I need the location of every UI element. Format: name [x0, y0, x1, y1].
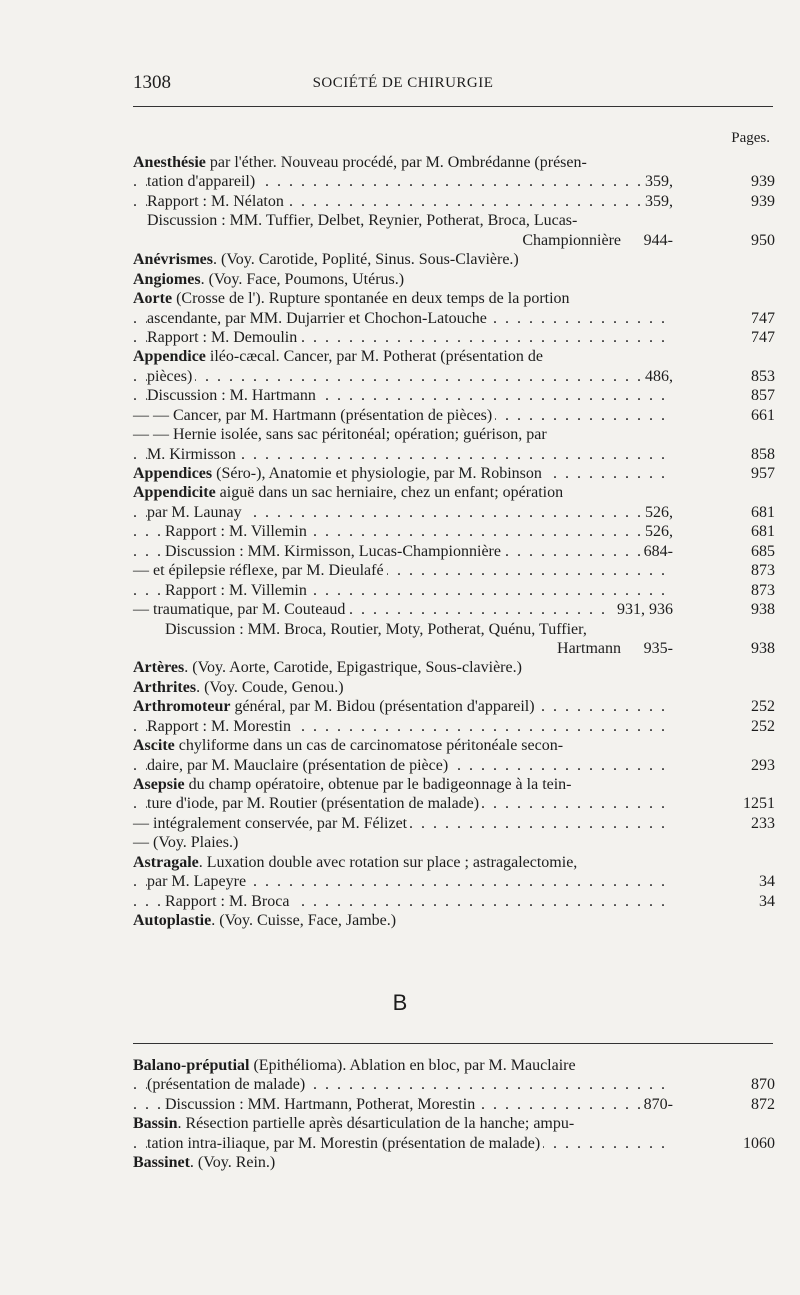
index-entry	[133, 464, 775, 483]
entry-page-column: 233	[751, 814, 775, 832]
entry-text: Asepsie du champ opératoire, obtenue par le badigeonnage à la tein-	[133, 776, 575, 793]
index-entry	[133, 211, 673, 230]
index-section-a	[133, 153, 775, 931]
index-entry	[133, 386, 775, 405]
entry-text: M. Kirmisson	[147, 446, 239, 463]
entry-page-numbers: 526,	[641, 503, 673, 522]
entry-page-column: 252	[751, 717, 775, 735]
index-entry	[133, 1134, 775, 1153]
entry-page-column: 957	[751, 465, 775, 482]
entry-text: Discussion : MM. Broca, Routier, Moty, Potherat, Quénu, Tuffier,	[165, 621, 590, 638]
index-entry	[133, 1153, 673, 1172]
running-header	[133, 72, 673, 96]
entry-page-numbers: 359,	[641, 172, 673, 191]
entry-text: Rapport : M. Villemin	[165, 523, 310, 540]
index-entry	[133, 347, 673, 366]
entry-page-numbers: 359,	[641, 192, 673, 211]
entry-text: Discussion : MM. Tuffier, Delbet, Reynier, Potherat, Broca, Lucas-	[147, 212, 580, 229]
page-number: 1308	[133, 72, 171, 93]
entry-text: — — Hernie isolée, sans sac péritonéal; opération; guérison, par	[133, 426, 550, 443]
entry-page-column: 872	[751, 1095, 775, 1113]
entry-text: Appendicite aiguë dans un sac herniaire, chez un enfant; opération	[133, 484, 566, 501]
header-rule	[133, 106, 773, 107]
entry-page-column: 1251	[743, 795, 775, 813]
entry-page-column: 681	[751, 503, 775, 521]
entry-text: ture d'iode, par M. Routier (présentation de malade)	[147, 795, 482, 812]
pages-column-label: Pages.	[731, 130, 770, 146]
index-entry	[133, 833, 673, 852]
entry-text: Astragale. Luxation double avec rotation sur place ; astragalectomie,	[133, 854, 580, 871]
entry-text: Appendices (Séro-), Anatomie et physiologie, par M. Robinson	[133, 465, 545, 482]
entry-text: Bassin. Résection partielle après désarticulation de la hanche; ampu-	[133, 1115, 577, 1132]
entry-text: (présentation de malade)	[147, 1076, 308, 1093]
entry-text: Ascite chyliforme dans un cas de carcinomatose péritonéale secon-	[133, 737, 566, 754]
entry-text: Arthrites. (Voy. Coude, Genou.)	[133, 679, 347, 696]
entry-page-column: 293	[751, 756, 775, 774]
index-entry	[133, 639, 775, 658]
entry-text: Angiomes. (Voy. Face, Poumons, Utérus.)	[133, 271, 407, 288]
entry-page-column: 747	[751, 328, 775, 346]
entry-page-column: 857	[751, 387, 775, 405]
entry-page-column: 858	[751, 445, 775, 463]
entry-text: Discussion : MM. Hartmann, Potherat, Morestin	[165, 1096, 478, 1113]
entry-text: ascendante, par MM. Dujarrier et Chochon-Latouche	[147, 310, 490, 327]
entry-text: Rapport : M. Demoulin	[147, 329, 300, 346]
entry-text: Artères. (Voy. Aorte, Carotide, Epigastrique, Sous-clavière.)	[133, 659, 525, 676]
entry-page-column: 939	[751, 192, 775, 210]
entry-text: Bassinet. (Voy. Rein.)	[133, 1154, 278, 1171]
entry-page-column: 873	[751, 581, 775, 599]
journal-title: SOCIÉTÉ DE CHIRURGIE	[312, 75, 494, 91]
entry-page-numbers: 526,	[641, 522, 673, 541]
index-entry	[133, 620, 673, 639]
entry-page-numbers: 944-	[640, 231, 673, 250]
index-entry	[133, 892, 775, 911]
entry-text: daire, par M. Mauclaire (présentation de pièce)	[147, 757, 451, 774]
index-entry	[133, 309, 775, 328]
entry-page-numbers: 931, 936	[613, 600, 673, 619]
entry-text: pièces)	[147, 368, 195, 385]
index-entry	[133, 1056, 673, 1075]
entry-text: — traumatique, par M. Couteaud	[133, 601, 348, 618]
entry-page-numbers: 684-	[640, 542, 673, 561]
index-entry	[133, 425, 673, 444]
entry-text: Discussion : MM. Kirmisson, Lucas-Championnière	[165, 543, 504, 560]
index-entry	[133, 328, 775, 347]
entry-text: — intégralement conservée, par M. Félizet	[133, 815, 410, 832]
section-b-rule	[133, 1043, 773, 1044]
index-entry	[133, 483, 673, 502]
entry-text: — (Voy. Plaies.)	[133, 834, 241, 851]
index-entry	[133, 153, 673, 172]
entry-text: — et épilepsie réflexe, par M. Dieulafé	[133, 562, 387, 579]
entry-page-column: 870	[751, 1076, 775, 1094]
index-entry	[133, 192, 775, 211]
index-entry	[133, 678, 673, 697]
entry-text: Hartmann	[554, 640, 621, 657]
index-entry	[133, 1075, 775, 1094]
index-entry	[133, 561, 775, 580]
index-entry	[133, 775, 673, 794]
entry-page-column: 853	[751, 367, 775, 385]
entry-text: Rapport : M. Nélaton	[147, 193, 287, 210]
index-entry	[133, 872, 775, 891]
entry-text: Discussion : M. Hartmann	[147, 387, 319, 404]
entry-page-column: 938	[751, 601, 775, 619]
index-entry	[133, 911, 673, 930]
index-entry	[133, 794, 775, 813]
index-entry	[133, 1114, 673, 1133]
entry-text: — — Cancer, par M. Hartmann (présentation de pièces)	[133, 407, 495, 424]
entry-page-numbers: 486,	[641, 367, 673, 386]
entry-text: Rapport : M. Villemin	[165, 582, 310, 599]
entry-page-numbers: 935-	[640, 639, 673, 658]
entry-text: Appendice iléo-cæcal. Cancer, par M. Potherat (présentation de	[133, 348, 546, 365]
entry-page-column: 873	[751, 562, 775, 580]
index-entry	[133, 717, 775, 736]
index-entry	[133, 231, 775, 250]
index-entry	[133, 1095, 775, 1114]
index-entry	[133, 270, 673, 289]
index-entry	[133, 503, 775, 522]
entry-text: tation d'appareil)	[147, 173, 258, 190]
entry-text: par M. Lapeyre	[147, 873, 249, 890]
entry-text: Championnière	[519, 232, 621, 249]
entry-text: Anévrismes. (Voy. Carotide, Poplité, Sinus. Sous-Clavière.)	[133, 251, 522, 268]
index-entry	[133, 172, 775, 191]
index-entry	[133, 445, 775, 464]
index-entry	[133, 658, 673, 677]
index-entry	[133, 289, 673, 308]
entry-text: Rapport : M. Broca	[165, 893, 292, 910]
entry-page-column: 1060	[743, 1134, 775, 1152]
index-entry	[133, 581, 775, 600]
entry-page-column: 747	[751, 309, 775, 327]
entry-page-column: 34	[759, 892, 775, 910]
entry-text: Rapport : M. Morestin	[147, 718, 294, 735]
index-entry	[133, 522, 775, 541]
entry-page-column: 252	[751, 698, 775, 716]
index-entry	[133, 542, 775, 561]
entry-page-column: 685	[751, 542, 775, 560]
index-entry	[133, 250, 673, 269]
entry-text: Aorte (Crosse de l'). Rupture spontanée en deux temps de la portion	[133, 290, 573, 307]
entry-page-column: 34	[759, 873, 775, 891]
index-entry	[133, 697, 775, 716]
entry-page-column: 661	[751, 406, 775, 424]
entry-text: Anesthésie par l'éther. Nouveau procédé, par M. Ombrédanne (présen-	[133, 154, 590, 171]
entry-page-column: 939	[751, 173, 775, 191]
entry-page-column: 950	[751, 231, 775, 249]
entry-text: Autoplastie. (Voy. Cuisse, Face, Jambe.)	[133, 912, 399, 929]
index-entry	[133, 367, 775, 386]
entry-text: tation intra-iliaque, par M. Morestin (présentation de malade)	[147, 1135, 543, 1152]
index-entry	[133, 814, 775, 833]
index-section-b	[133, 1056, 775, 1173]
entry-text: Balano-préputial (Epithélioma). Ablation en bloc, par M. Mauclaire	[133, 1057, 579, 1074]
index-entry	[133, 853, 673, 872]
index-entry	[133, 406, 775, 425]
entry-page-column: 938	[751, 639, 775, 657]
entry-page-numbers: 870-	[640, 1095, 673, 1114]
entry-text: par M. Launay	[147, 504, 245, 521]
index-entry	[133, 756, 775, 775]
entry-text: Arthromoteur général, par M. Bidou (présentation d'appareil)	[133, 698, 538, 715]
index-entry	[133, 600, 775, 619]
index-entry	[133, 736, 673, 755]
section-letter-b: B	[392, 990, 408, 1015]
entry-page-column: 681	[751, 523, 775, 541]
